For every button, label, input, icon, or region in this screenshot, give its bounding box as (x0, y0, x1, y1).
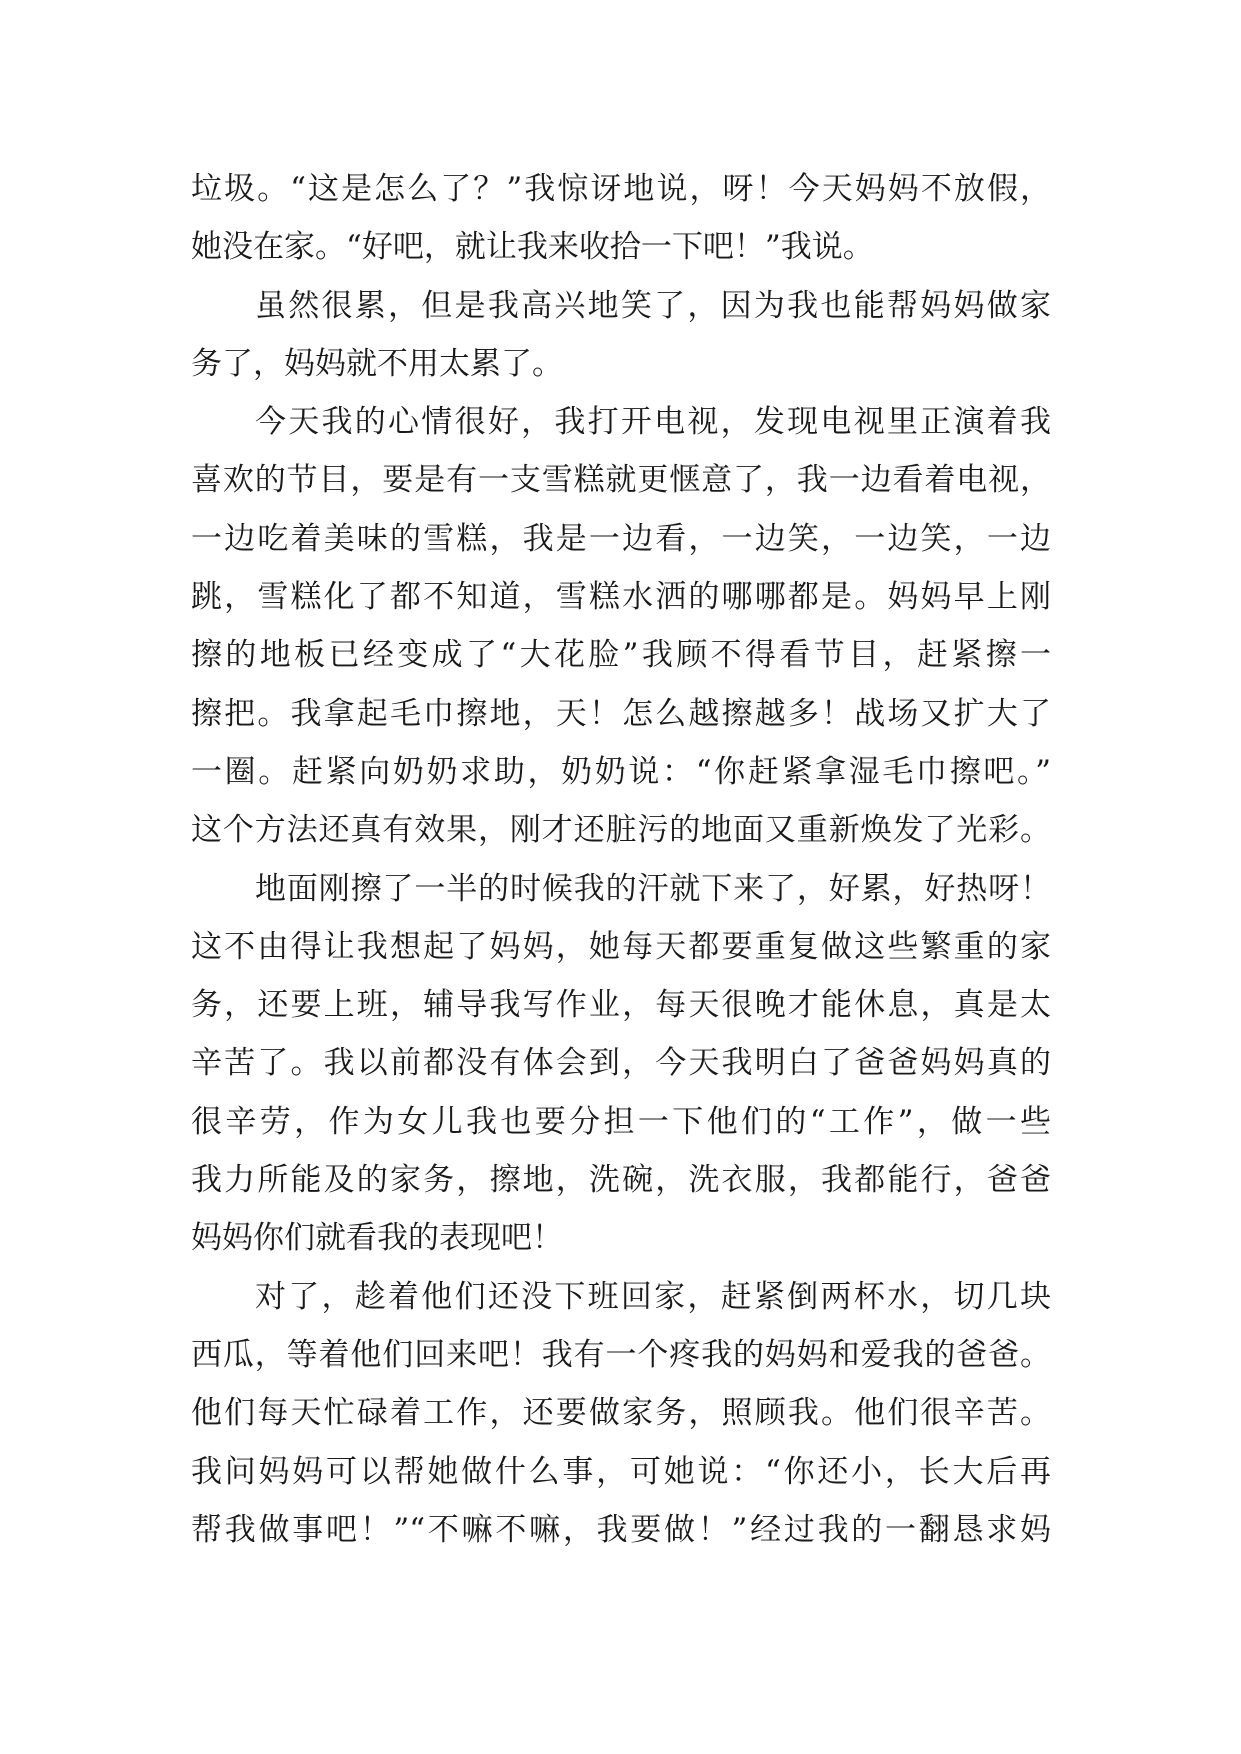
text-line: 我问妈妈可以帮她做什么事，可她说：“你还小，长大后再 (191, 1453, 1051, 1490)
text-line: 虽然很累，但是我高兴地笑了，因为我也能帮妈妈做家 (255, 287, 1051, 324)
text-line: 很辛劳，作为女儿我也要分担一下他们的“工作”，做一些 (191, 1103, 1051, 1140)
text-line: 对了，趁着他们还没下班回家，赶紧倒两杯水，切几块 (255, 1278, 1051, 1315)
text-line: 她没在家。“好吧，就让我来收拾一下吧！”我说。 (191, 229, 874, 266)
text-line: 这不由得让我想起了妈妈，她每天都要重复做这些繁重的家 (191, 928, 1051, 965)
text-line: 喜欢的节目，要是有一支雪糕就更惬意了，我一边看着电视， (191, 462, 1051, 499)
text-line: 他们每天忙碌着工作，还要做家务，照顾我。他们很辛苦。 (191, 1395, 1051, 1432)
text-line: 擦的地板已经变成了“大花脸”我顾不得看节目，赶紧擦一 (191, 637, 1051, 674)
text-line: 擦把。我拿起毛巾擦地，天！怎么越擦越多！战场又扩大了 (191, 695, 1051, 732)
text-line: 辛苦了。我以前都没有体会到，今天我明白了爸爸妈妈真的 (191, 1045, 1051, 1082)
text-line: 跳，雪糕化了都不知道，雪糕水洒的哪哪都是。妈妈早上刚 (191, 579, 1051, 616)
text-line: 我力所能及的家务，擦地，洗碗，洗衣服，我都能行，爸爸 (191, 1162, 1051, 1199)
text-line: 这个方法还真有效果，刚才还脏污的地面又重新焕发了光彩。 (191, 812, 1051, 849)
text-line: 一圈。赶紧向奶奶求助，奶奶说：“你赶紧拿湿毛巾擦吧。” (191, 753, 1051, 790)
text-line: 妈妈你们就看我的表现吧！ (191, 1220, 563, 1257)
text-line: 西瓜，等着他们回来吧！我有一个疼我的妈妈和爱我的爸爸。 (191, 1336, 1051, 1373)
text-line: 今天我的心情很好，我打开电视，发现电视里正演着我 (255, 404, 1051, 441)
text-line: 帮我做事吧！”“不嘛不嘛，我要做！”经过我的一翻恳求妈 (191, 1511, 1051, 1548)
text-line: 垃圾。“这是怎么了？”我惊讶地说，呀！今天妈妈不放假， (191, 171, 1051, 207)
text-line: 务，还要上班，辅导我写作业，每天很晚才能休息，真是太 (191, 987, 1051, 1024)
essay-body (191, 160, 1051, 1559)
text-line: 地面刚擦了一半的时候我的汗就下来了，好累，好热呀！ (255, 870, 1051, 907)
text-line: 务了，妈妈就不用太累了。 (191, 345, 563, 382)
text-line: 一边吃着美味的雪糕，我是一边看，一边笑，一边笑，一边 (191, 520, 1051, 557)
